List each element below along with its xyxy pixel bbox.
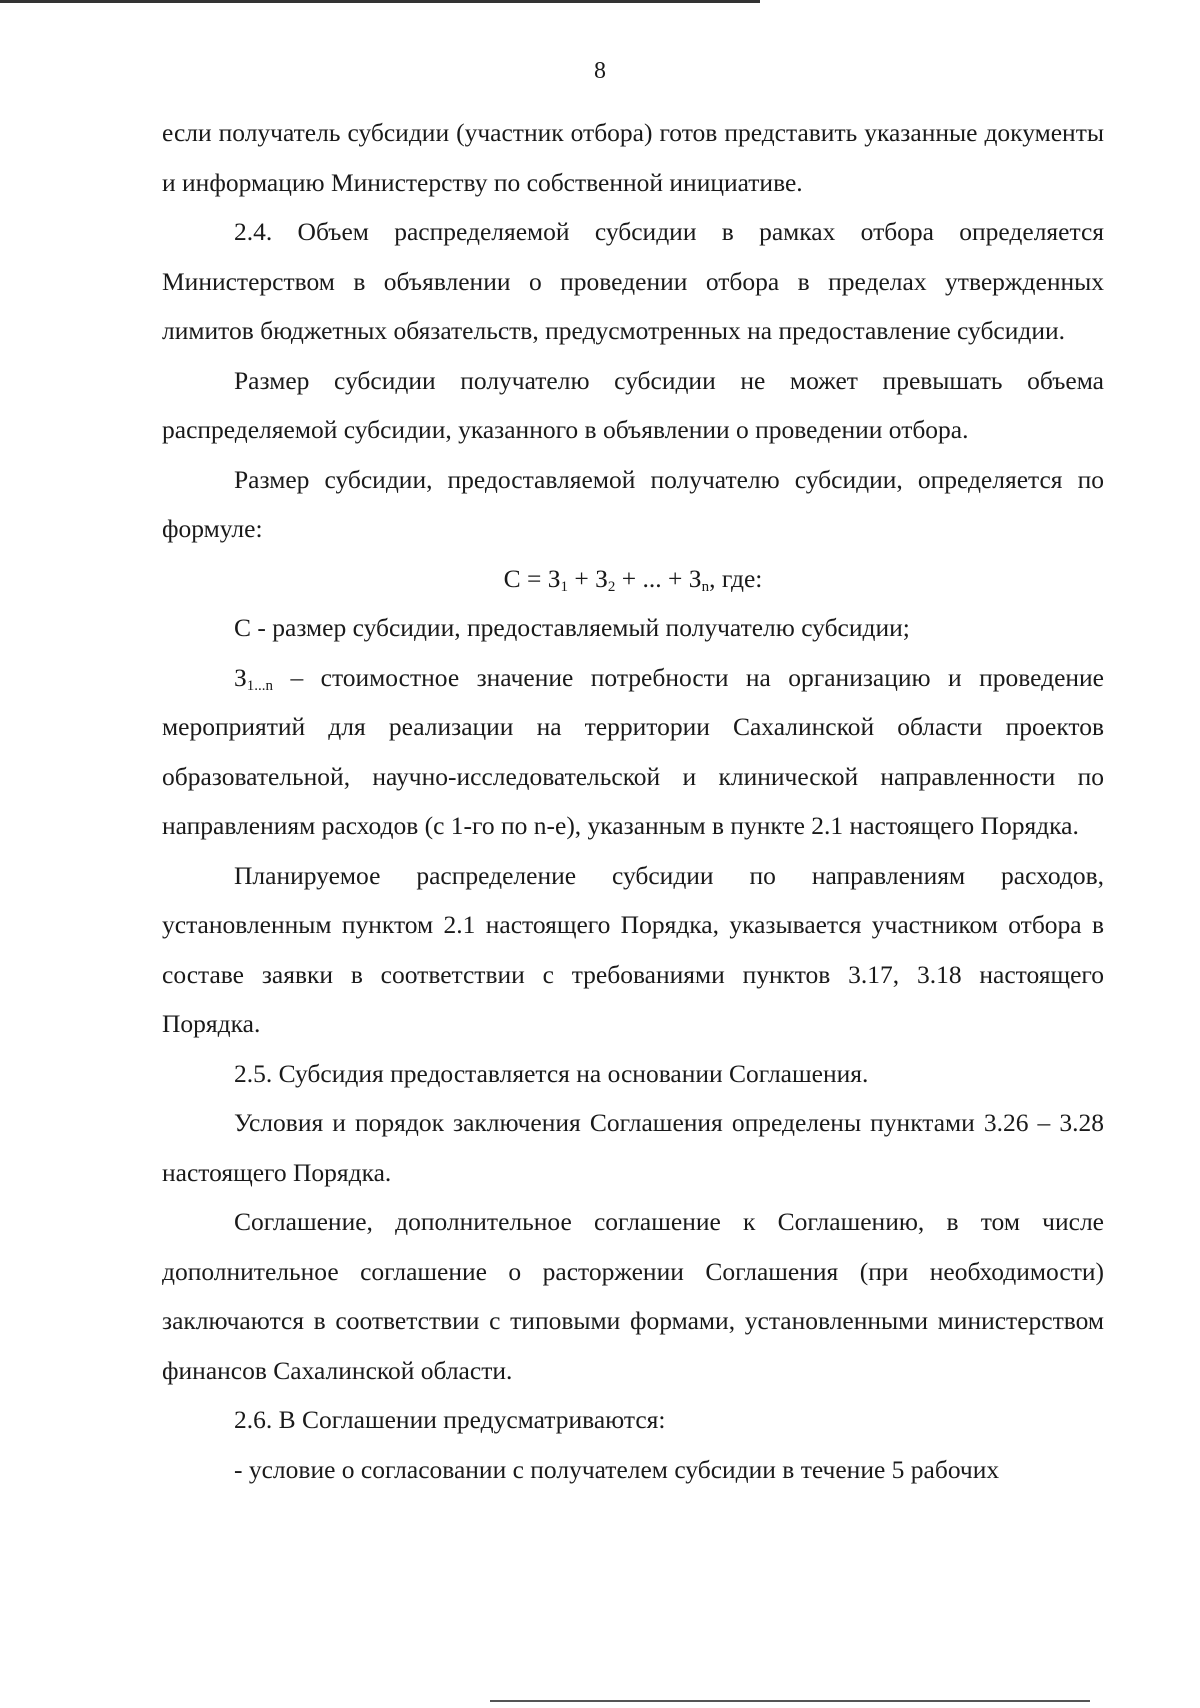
scan-edge-bottom: [490, 1700, 1090, 1702]
paragraph-agreement-conditions: Условия и порядок заключения Соглашения определены пунктами 3.26 – 3.28 настоящего Порядка.: [162, 1108, 1104, 1187]
paragraph-2-4: 2.4. Объем распределяемой субсидии в рамках отбора определяется Министерством в объявлении о проведении отбора в пределах утвержденных лимитов бюджетных обязательств, предусмотренных на предоставление субсидии.: [162, 217, 1104, 345]
formula-sub-n: n: [701, 578, 710, 595]
z-definition-text: – стоимостное значение потребности на организацию и проведение мероприятий для реализации на территории Сахалинской области проектов образовательной, научно-исследовательской и клинической направленности по направлениям расходов (с 1-го по n-е), указанным в пункте 2.1 настоящего Порядка.: [162, 662, 1104, 840]
formula-sub-2: 2: [607, 578, 616, 595]
paragraph-subsidy-limit: Размер субсидии получателю субсидии не может превышать объема распределяемой субсидии, указанного в объявлении о проведении отбора.: [162, 365, 1104, 444]
formula-tail: , где:: [709, 563, 763, 593]
paragraph-continuation: если получатель субсидии (участник отбора) готов представить указанные документы и информацию Министерству по собственной инициативе.: [162, 118, 1104, 197]
paragraph-c-definition: С - размер субсидии, предоставляемый получателю субсидии;: [234, 613, 910, 642]
formula-sub-1: 1: [560, 578, 568, 595]
paragraph-condition-item: - условие о согласовании с получателем субсидии в течение 5 рабочих: [234, 1454, 1000, 1484]
scan-edge-top: [0, 0, 760, 3]
page-number: 8: [594, 58, 606, 84]
formula-lhs: С = З: [503, 563, 561, 593]
paragraph-z-definition: [162, 653, 1104, 851]
paragraph-agreement-forms: Соглашение, дополнительное соглашение к Соглашению, в том числе дополнительное соглашение о расторжении Соглашения (при необходимости) заключаются в соответствии с типовыми формами, установленными министерством финансов Сахалинской области.: [162, 1207, 1104, 1385]
z-term-sub: 1...n: [246, 677, 274, 694]
paragraph-formula-intro: Размер субсидии, предоставляемой получателю субсидии, определяется по формуле:: [162, 464, 1104, 543]
paragraph-2-6: 2.6. В Соглашении предусматриваются:: [234, 1405, 666, 1434]
formula-plus-1: + З: [568, 563, 608, 593]
formula-plus-n: + ... + З: [615, 563, 702, 593]
z-term: З: [234, 662, 247, 692]
formula: [162, 554, 1104, 604]
paragraph-planned-distribution: Планируемое распределение субсидии по направлениям расходов, установленным пунктом 2.1 настоящего Порядка, указывается участником отбора в составе заявки в соответствии с требованиями пунктов 3.17, 3.18 настоящего Порядка.: [162, 860, 1104, 1038]
paragraph-2-5: 2.5. Субсидия предоставляется на основании Соглашения.: [234, 1058, 869, 1088]
document-body: [162, 108, 1104, 1494]
